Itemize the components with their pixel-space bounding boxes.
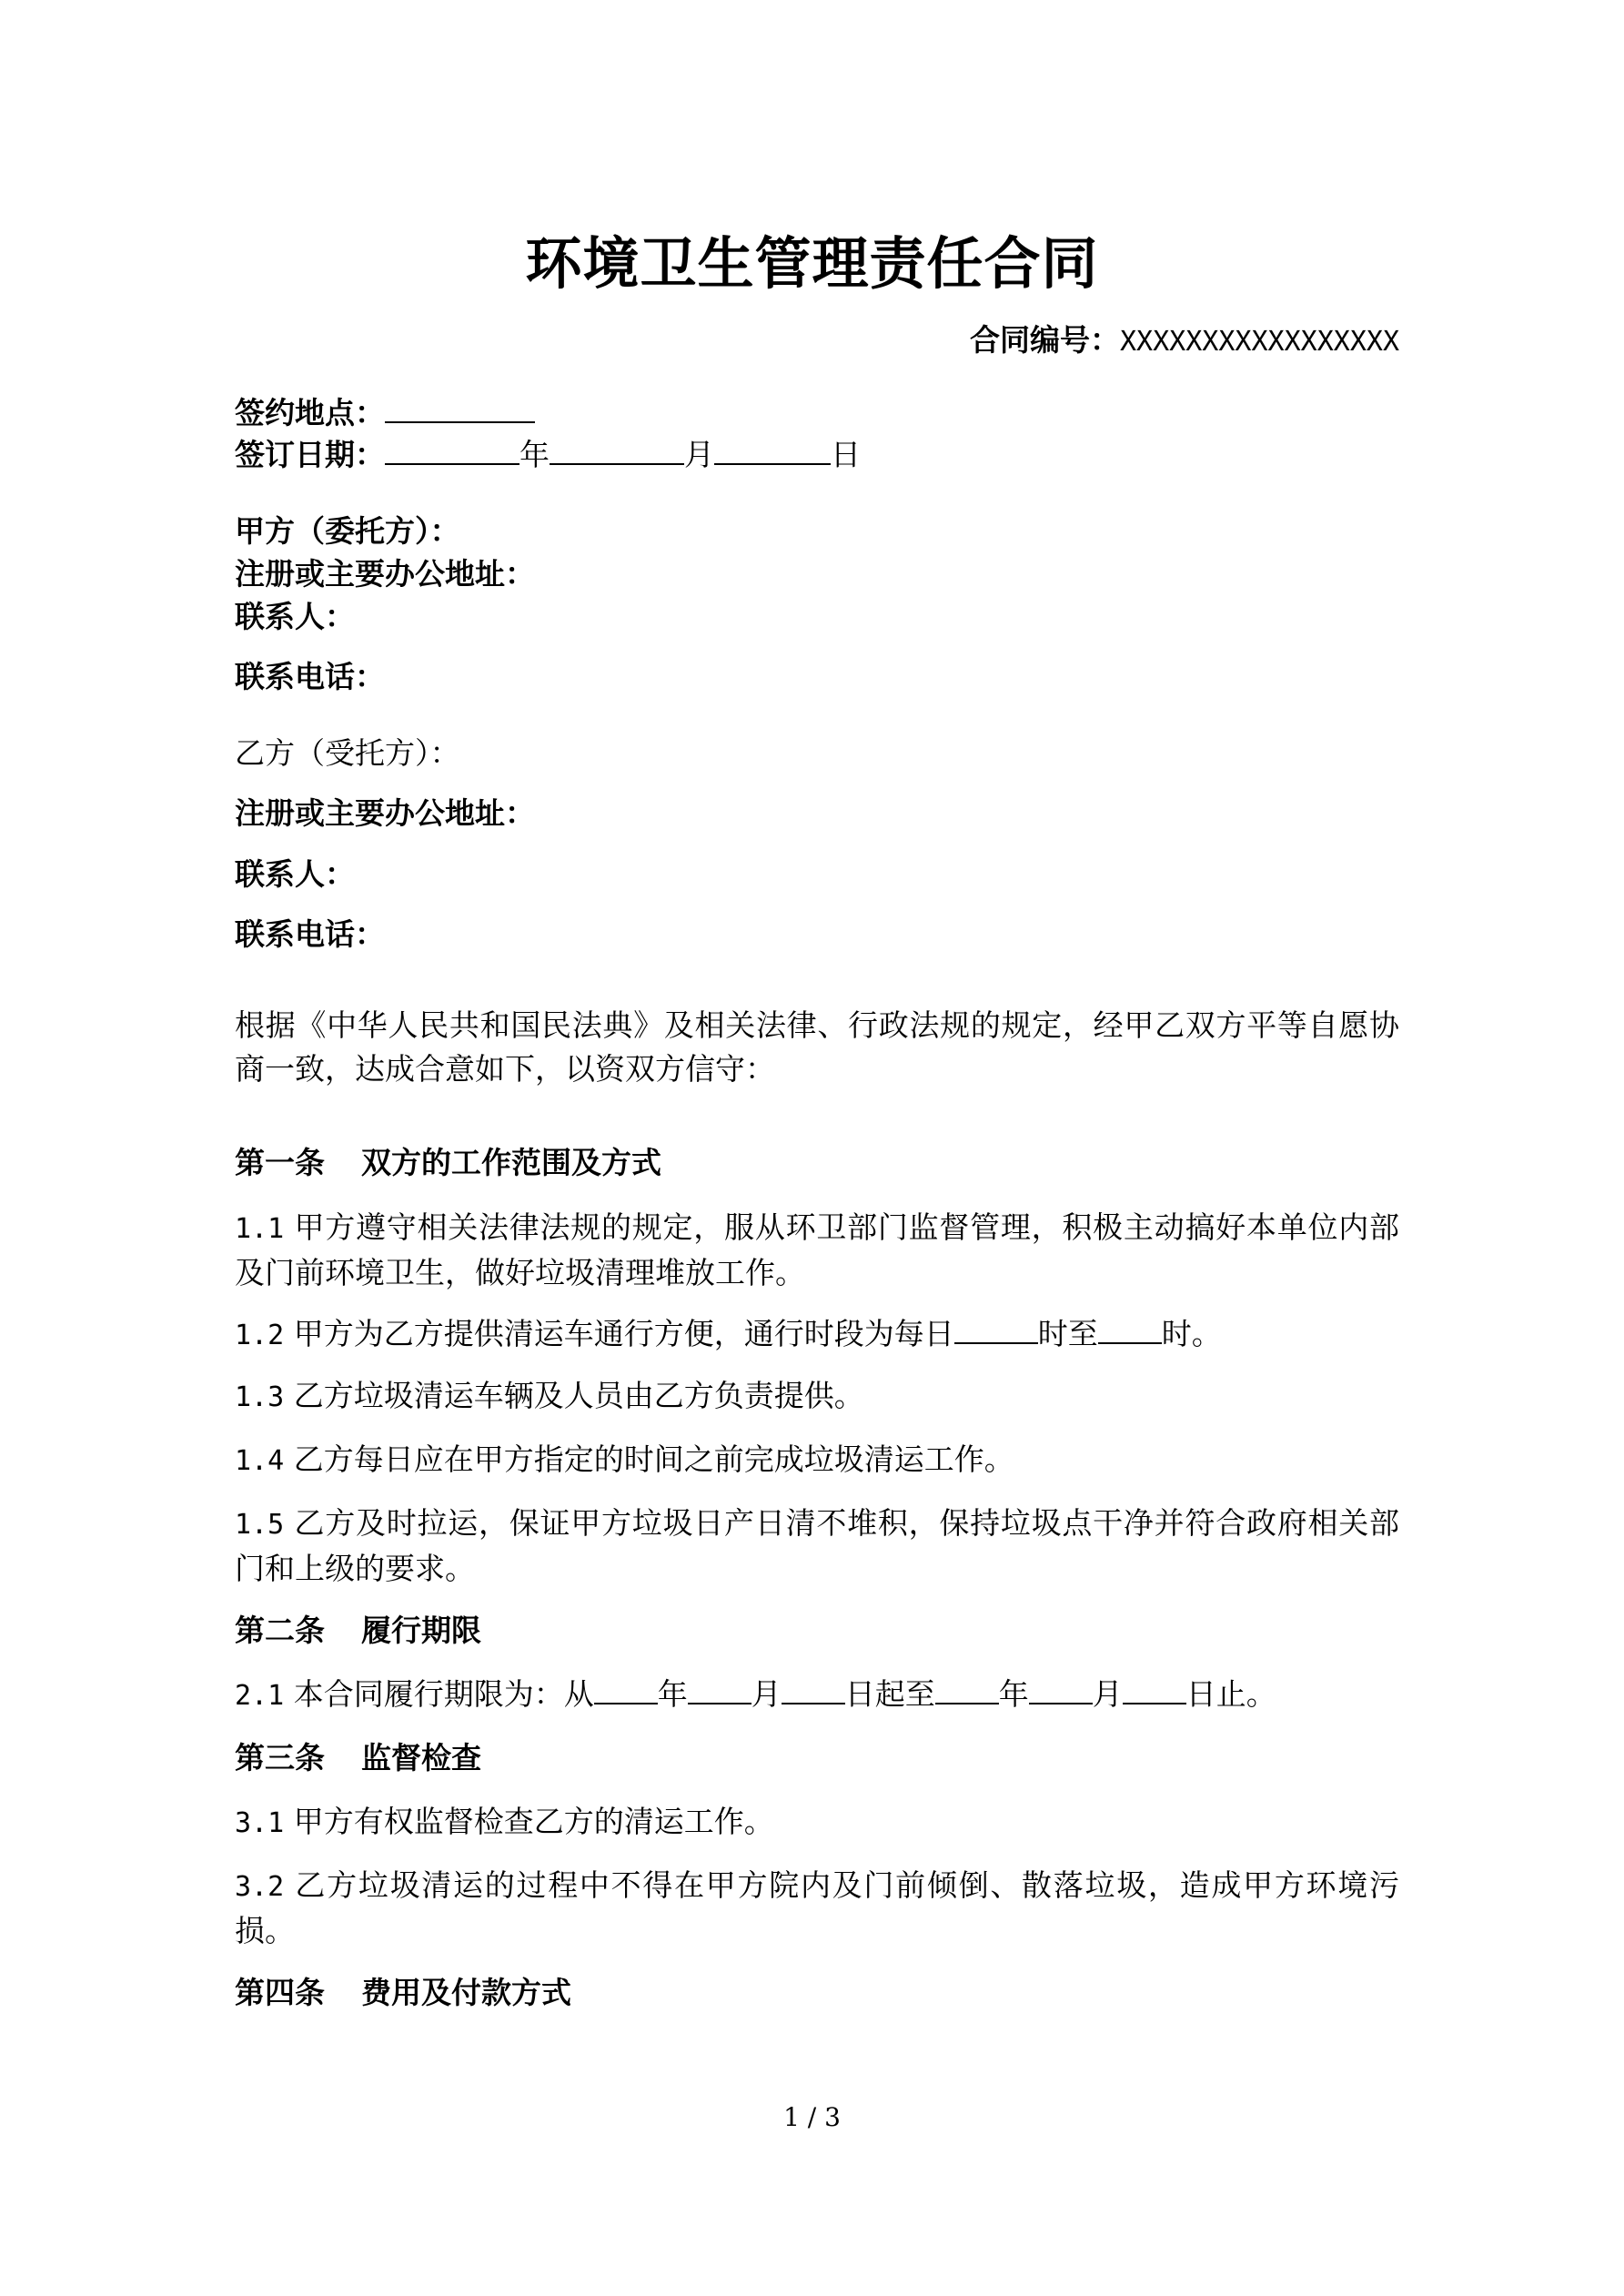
clause-3-2 [235,1864,1399,1953]
party-a-name: 甲方（委托方）： [235,513,460,549]
article-1-title: 双方的工作范围及方式 [361,1145,661,1180]
clause-3-1 [235,1800,774,1846]
term-end-day-blank[interactable] [1123,1675,1186,1704]
article-3-number: 第三条 [235,1740,325,1775]
term-end-day-label: 日止。 [1185,1676,1276,1712]
clause-1-2-mid: 时至 [1037,1316,1098,1351]
contract-number [970,317,1399,359]
term-end-year-blank[interactable] [935,1675,999,1704]
sign-place-line [235,391,535,435]
term-end-year-label: 年 [998,1676,1029,1712]
clause-3-1-number: 3.1 [235,1807,285,1839]
clause-1-4 [235,1438,1014,1483]
clause-1-1-text: 甲方遵守相关法律法规的规定，服从环卫部门监督管理，积极主动搞好本单位内部及门前环境卫生，做好垃圾清理堆放工作。 [235,1209,1399,1290]
sign-place-blank[interactable] [385,394,535,423]
article-1-number: 第一条 [235,1145,325,1180]
party-b-name: 乙方（受托方）： [235,735,460,771]
party-b-phone: 联系电话： [235,916,385,952]
sign-month-blank[interactable] [550,436,684,465]
article-4-number: 第四条 [235,1975,325,2010]
clause-2-1-pre: 本合同履行期限为：从 [293,1676,594,1712]
article-2-title: 履行期限 [361,1613,481,1648]
clause-3-2-text: 乙方垃圾清运的过程中不得在甲方院内及门前倾倒、散落垃圾，造成甲方环境污损。 [235,1867,1399,1948]
day-label: 日 [831,437,861,472]
clause-1-4-number: 1.4 [235,1445,285,1477]
term-start-day-blank[interactable] [782,1675,845,1704]
party-b-contact: 联系人： [235,856,355,892]
clause-2-1-number: 2.1 [235,1680,285,1712]
clause-1-2 [235,1312,1222,1358]
clause-3-1-text: 甲方有权监督检查乙方的清运工作。 [293,1804,774,1839]
term-start-month-blank[interactable] [688,1675,751,1704]
article-2-number: 第二条 [235,1613,325,1648]
preamble: 根据《中华人民共和国民法典》及相关法律、行政法规的规定，经甲乙双方平等自愿协商一致，达成合意如下，以资双方信守： [235,1007,1399,1087]
contract-number-value: XXXXXXXXXXXXXXXXX [1119,326,1399,358]
term-start-day-label: 日起至 [844,1676,935,1712]
clause-1-2-start-blank[interactable] [954,1315,1038,1344]
article-3-heading [235,1736,481,1780]
clause-1-3 [235,1374,864,1420]
term-start-year-label: 年 [657,1676,688,1712]
article-1-heading [235,1141,661,1185]
article-2-heading [235,1609,481,1653]
sign-year-blank[interactable] [385,436,519,465]
clause-1-3-text: 乙方垃圾清运车辆及人员由乙方负责提供。 [293,1378,864,1413]
clause-1-5-text: 乙方及时拉运，保证甲方垃圾日产日清不堆积，保持垃圾点干净并符合政府相关部门和上级的要求。 [235,1505,1399,1586]
month-label: 月 [684,437,714,472]
term-end-month-blank[interactable] [1029,1675,1093,1704]
sign-place-label: 签约地点： [235,395,385,430]
clause-1-3-number: 1.3 [235,1381,285,1413]
clause-1-5-number: 1.5 [235,1509,285,1541]
page-number: 1 / 3 [783,2102,841,2132]
clause-1-1-number: 1.1 [235,1213,285,1245]
term-start-month-label: 月 [751,1676,782,1712]
contract-number-label: 合同编号： [969,322,1120,358]
term-end-month-label: 月 [1092,1676,1123,1712]
document-title: 环境卫生管理责任合同 [525,230,1099,297]
party-b-address: 注册或主要办公地址： [235,795,535,831]
article-4-heading [235,1971,571,2015]
clause-1-2-pre: 甲方为乙方提供清运车通行方便，通行时段为每日 [293,1316,954,1351]
party-a-contact: 联系人： [235,599,355,634]
party-a-address: 注册或主要办公地址： [235,556,535,592]
sign-date-label: 签订日期： [235,437,385,472]
clause-1-5 [235,1502,1399,1591]
sign-date-line [235,433,861,477]
article-4-title: 费用及付款方式 [361,1975,571,2010]
clause-1-1 [235,1206,1399,1295]
term-start-year-blank[interactable] [594,1675,658,1704]
clause-2-1 [235,1673,1276,1718]
party-a-phone: 联系电话： [235,659,385,694]
sign-day-blank[interactable] [714,436,831,465]
clause-1-4-text: 乙方每日应在甲方指定的时间之前完成垃圾清运工作。 [293,1441,1014,1477]
clause-3-2-number: 3.2 [235,1871,285,1903]
clause-1-2-post: 时。 [1161,1316,1222,1351]
article-3-title: 监督检查 [361,1740,481,1775]
clause-1-2-number: 1.2 [235,1320,285,1351]
year-label: 年 [519,437,550,472]
clause-1-2-end-blank[interactable] [1098,1315,1162,1344]
